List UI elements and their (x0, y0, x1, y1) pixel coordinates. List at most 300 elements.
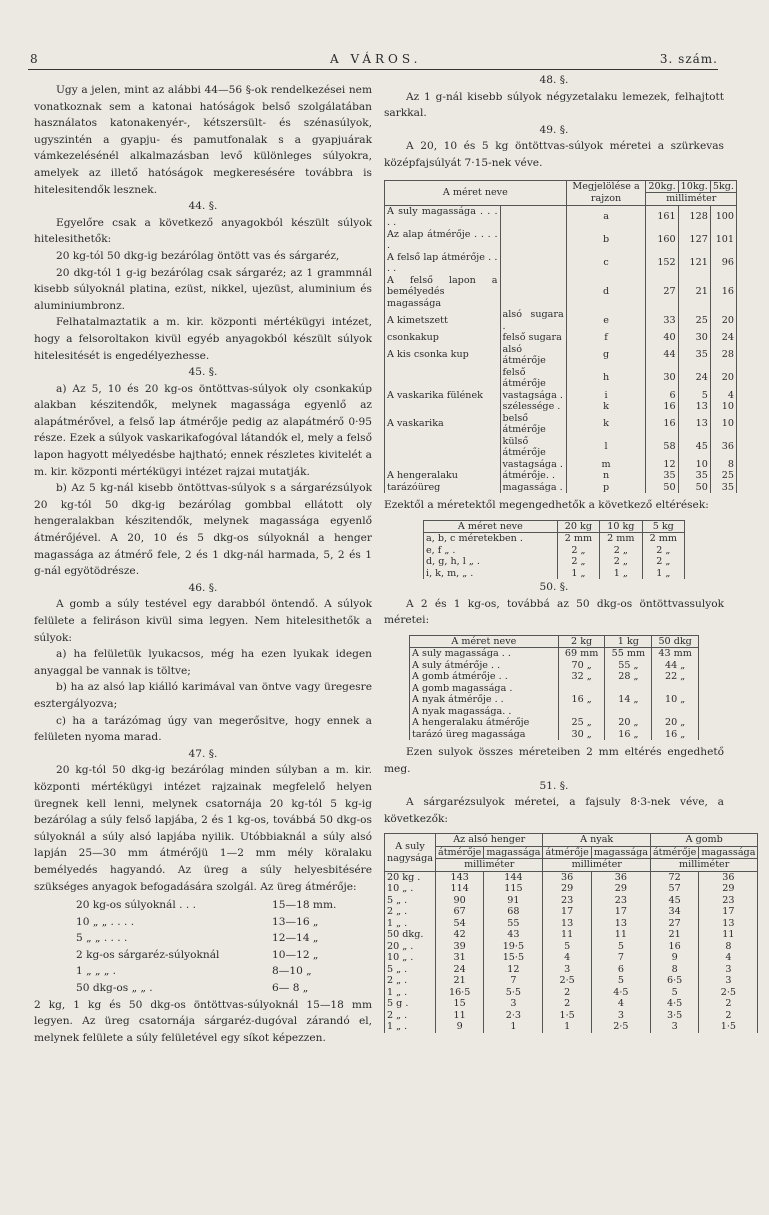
table-header: milliméter (435, 859, 542, 872)
table-cell: 57 (650, 883, 698, 895)
table-row (385, 275, 737, 310)
section-45-title: 45. §. (188, 366, 218, 379)
table-cell: 1 „ (642, 568, 684, 580)
table-cell: A hengeralaku (385, 470, 501, 482)
table-cell: 3 (650, 1021, 698, 1033)
table-cell: 40 (646, 332, 678, 344)
table-cell: 100 (710, 205, 736, 229)
table-cell: 29 (543, 883, 591, 895)
table-header: milliméter (543, 859, 650, 872)
table-cell: 4 (591, 998, 650, 1010)
table-cell: 152 (646, 252, 678, 275)
paragraph: 20 dkg-tól 1 g-ig bezárólag csak sárgaréz; az 1 grammnál kisebb súlyoknál platina, ezüst, nikkel, ujezüst, aluminium és aluminiumbronz. (34, 266, 372, 312)
table-row (410, 671, 699, 683)
table-cell: 23 (699, 895, 758, 907)
list-item: 10 „ „ . . . . 13—16 „ (76, 915, 319, 928)
table-cell: 32 „ (558, 671, 605, 683)
table-cell (500, 275, 566, 310)
table-cell: 1 (543, 1021, 591, 1033)
table-cell: 2 „ . (385, 906, 436, 918)
table-cell: 16 „ (652, 729, 699, 741)
paragraph: Ezektől a méretektől megengedhetők a következő eltérések: (384, 499, 709, 512)
table-cell: 20 „ . (385, 941, 436, 953)
table-cell: A kimetszett (385, 309, 501, 332)
table-cell: 20 kg . (385, 871, 436, 883)
cavity-diameter-list (34, 897, 372, 997)
table-cell: 58 (646, 436, 678, 459)
table-cell: 1 „ . (385, 987, 436, 999)
table-body (385, 205, 737, 493)
table-row (385, 252, 737, 275)
table-cell: átmérője. . (500, 470, 566, 482)
table-cell: 5·5 (484, 987, 543, 999)
table-cell: 24 (435, 964, 483, 976)
table-row (385, 390, 737, 402)
table-cell: 43 mm (652, 648, 699, 660)
table-row (385, 470, 737, 482)
section-48-title: 48. §. (539, 74, 569, 86)
table-cell: 10 „ . (385, 883, 436, 895)
table-cell: k (566, 401, 646, 413)
table-cell: n (566, 470, 646, 482)
table-cell: 20 „ (652, 717, 699, 729)
table-cell: 10 (710, 401, 736, 413)
list-item: 50 dkg-os „ „ . 6— 8 „ (76, 982, 309, 995)
table-cell: 160 (646, 229, 678, 252)
table-cell: 16 „ (605, 729, 652, 741)
table-cell: 55 mm (605, 648, 652, 660)
table-cell: 5 g . (385, 998, 436, 1010)
table-row (385, 941, 758, 953)
table-cell (652, 706, 699, 718)
list-item: 20 kg-os súlyoknál . . . 15—18 mm. (76, 899, 337, 912)
table-cell: 2·5 (591, 1021, 650, 1033)
paragraph: A 2 és 1 kg-os, továbbá az 50 dkg-os öntöttvassulyok méretei: (384, 597, 724, 627)
table-cell: 13 (543, 918, 591, 930)
paragraph: a) ha felületük lyukacsos, még ha ezen lyukak idegen anyaggal be vannak is töltve; (34, 648, 372, 677)
table-cell: 2 „ (557, 545, 599, 557)
table-header: A gomb (650, 834, 757, 847)
table-cell: 12 (484, 964, 543, 976)
table-cell: 72 (650, 871, 698, 883)
table-cell (605, 706, 652, 718)
table-cell: A nyak átmérője . . (410, 694, 559, 706)
table-cell (385, 459, 501, 471)
table-cell: 5 (591, 941, 650, 953)
table-cell: 17 (591, 906, 650, 918)
table-cell: felső sugara (500, 332, 566, 344)
table-cell: 8 (699, 941, 758, 953)
table-cell: 9 (650, 952, 698, 964)
paragraph: Egyelőre csak a következő anyagokból készült súlyok hitelesithetők: (34, 216, 372, 246)
table-row (385, 1010, 758, 1022)
paragraph: A sárgarézsulyok méretei, a fajsuly 8·3-nek véve, a következők: (384, 796, 724, 825)
table-cell: 21 (650, 929, 698, 941)
section-51-title: 51. §. (539, 779, 569, 792)
table-cell: 36 (699, 871, 758, 883)
table-cell: 13 (678, 413, 710, 436)
table-cell: e (566, 309, 646, 332)
section-49-title: 49. §. (539, 123, 569, 136)
table-row (385, 229, 737, 252)
table-cell: 20 (710, 367, 736, 390)
table-cell: vastagsága . (500, 459, 566, 471)
table-cell: 1·5 (543, 1010, 591, 1022)
table-cell: A vaskarika fülének (385, 390, 501, 402)
table-cell: 16·5 (435, 987, 483, 999)
table-body (410, 648, 699, 741)
table-cell: 11 (543, 929, 591, 941)
table-cell: 35 (678, 344, 710, 367)
paragraph: 2 kg, 1 kg és 50 dkg-os öntöttvas-súlyoknál 15—18 mm legyen. Az üreg csatornája sárgaréz-dugóval zárandó el, melynek felülete a súly felületével egy síkot képezzen. (34, 998, 372, 1044)
table-cell: p (566, 482, 646, 494)
small-cast-iron-table (409, 635, 699, 741)
table-header: A suly nagysága (385, 834, 436, 872)
table-body (424, 533, 685, 580)
table-cell: 121 (678, 252, 710, 275)
table-cell: 6 (591, 964, 650, 976)
table-cell: 2 (543, 998, 591, 1010)
table-header: 1 kg (605, 635, 652, 648)
table-cell: f (566, 332, 646, 344)
table-cell: tarázó üreg magassága (410, 729, 559, 741)
table-cell: Az alap átmérője . . . . . (385, 229, 501, 252)
table-cell (385, 436, 501, 459)
paragraph: a) Az 5, 10 és 20 kg-os öntöttvas-súlyok oly csonkakúp alakban készitendők, melynek magassága egyenlő az alapátmérővel, a felső lap átmérője pedig az alapátmérő 0·95 része. Ezek a súlyok vaskarikafogóval látandók el, mely a felső lapon hagyott mélyedésbe hajtható; ennek részletes kivitelét a m. kir. központi mértékügyi intézet rajzai mutatják. (34, 382, 372, 478)
table-row (385, 871, 758, 883)
table-cell: i, k, m, „ . (424, 568, 558, 580)
table-cell: 7 (591, 952, 650, 964)
table-cell: 3·5 (650, 1010, 698, 1022)
intro-paragraph: Ugy a jelen, mint az alábbi 44—56 §-ok rendelkezései nem vonatkoznak sem a katonai hatóságok belső szolgálatában használatos katonakenyér-, kétszersült- és szénasúlyok, ugyszintén a gyapju- és pamutfonalak s a gyapjuárak vámkezelésénél alkalmazásban levő különleges súlyokra, amelyek az illető hatóságok megkeresésére továbbra is hitelesitendők lesznek. (34, 84, 372, 196)
table-cell: 1 (484, 1021, 543, 1033)
table-cell: 28 (710, 344, 736, 367)
table-cell (558, 683, 605, 695)
table-row (385, 883, 758, 895)
table-cell: 2 (699, 1010, 758, 1022)
table-header: 2 kg (558, 635, 605, 648)
table-cell: 3 (699, 975, 758, 987)
table-cell: 3 (699, 964, 758, 976)
table-cell: c (566, 252, 646, 275)
table-row (385, 952, 758, 964)
table-cell: 54 (435, 918, 483, 930)
table-cell: 4 (710, 390, 736, 402)
table-cell: A vaskarika (385, 413, 501, 436)
table-header: Az alsó henger (435, 834, 542, 847)
table-cell (558, 706, 605, 718)
table-cell: 4·5 (591, 987, 650, 999)
table-row (385, 309, 737, 332)
table-cell: 3 (543, 964, 591, 976)
table-cell: A hengeralaku átmérője (410, 717, 559, 729)
table-cell: A nyak magassága. . (410, 706, 559, 718)
table-cell: 2 „ (642, 545, 684, 557)
table-cell: 2 „ . (385, 975, 436, 987)
table-cell: 44 „ (652, 660, 699, 672)
paragraph: Ezen sulyok összes méreteiben 2 mm eltérés engedhető meg. (384, 746, 724, 776)
table-row (385, 344, 737, 367)
table-cell: 35 (678, 470, 710, 482)
table-cell: g (566, 344, 646, 367)
table-cell: 16 (646, 413, 678, 436)
table-cell (500, 205, 566, 229)
table-cell: 19·5 (484, 941, 543, 953)
section-47-title: 47. §. (188, 747, 218, 760)
table-header: 10kg. (678, 180, 710, 193)
table-cell: 24 (710, 332, 736, 344)
table-cell: 67 (435, 906, 483, 918)
table-row (385, 401, 737, 413)
table-cell: h (566, 367, 646, 390)
table-cell: A suly magassága . . . . . (385, 205, 501, 229)
table-cell: 15·5 (484, 952, 543, 964)
table-cell: 1 „ . (385, 918, 436, 930)
table-header: milliméter (646, 193, 737, 206)
table-cell: A suly magassága . . (410, 648, 559, 660)
table-cell: 10 (678, 459, 710, 471)
table-cell: 91 (484, 895, 543, 907)
table-cell: a, b, c méretekben . (424, 533, 558, 545)
table-cell: 2 (543, 987, 591, 999)
table-cell: 30 (646, 367, 678, 390)
table-cell: 69 mm (558, 648, 605, 660)
table-cell: 36 (591, 871, 650, 883)
table-cell: 70 „ (558, 660, 605, 672)
section-50-title: 50. §. (539, 581, 569, 594)
table-cell (385, 401, 501, 413)
table-header: A nyak (543, 834, 650, 847)
table-cell: 16 (646, 401, 678, 413)
table-cell: 2 mm (600, 533, 642, 545)
table-cell: A gomb magassága . (410, 683, 559, 695)
table-cell: 16 „ (558, 694, 605, 706)
table-cell: 1·5 (699, 1021, 758, 1033)
table-row (424, 556, 685, 568)
paragraph: A gomb a súly testével egy darabból öntendő. A súlyok felülete a feliráson kivül sima legyen. Nem hitelesithetők a súlyok: (34, 598, 372, 644)
table-cell: 2 „ (642, 556, 684, 568)
table-cell: külső átmérője (500, 436, 566, 459)
table-cell: 6 (646, 390, 678, 402)
table-cell: l (566, 436, 646, 459)
table-cell: 10 „ . (385, 952, 436, 964)
table-cell: 1 „ (557, 568, 599, 580)
table-row (410, 660, 699, 672)
table-cell: 2 „ (557, 556, 599, 568)
table-cell: 2·3 (484, 1010, 543, 1022)
table-header: 20 kg (557, 520, 599, 533)
table-cell: 25 (678, 309, 710, 332)
table-header: 20kg. (646, 180, 678, 193)
table-cell: 43 (484, 929, 543, 941)
table-row (385, 918, 758, 930)
table-cell: 16 (710, 275, 736, 310)
table-cell (500, 252, 566, 275)
table-cell: d, g, h, l „ . (424, 556, 558, 568)
table-cell: 36 (710, 436, 736, 459)
table-cell: 34 (650, 906, 698, 918)
table-cell: 50 (678, 482, 710, 494)
table-cell: 27 (646, 275, 678, 310)
table-cell: 23 (543, 895, 591, 907)
table-cell: 29 (699, 883, 758, 895)
table-header: 5kg. (710, 180, 736, 193)
table-cell: 8 (650, 964, 698, 976)
table-cell: csonkakup (385, 332, 501, 344)
table-cell (385, 367, 501, 390)
table-cell (652, 683, 699, 695)
paragraph: Az 1 g-nál kisebb súlyok négyzetalaku lemezek, felhajtott sarkkal. (384, 90, 724, 120)
table-cell: 2·5 (699, 987, 758, 999)
table-cell: 27 (650, 918, 698, 930)
table-cell: 10 (710, 413, 736, 436)
table-cell: 11 (435, 1010, 483, 1022)
table-row (385, 895, 758, 907)
paragraph: c) ha a tarázómag úgy van megerősitve, hogy ennek a felületen nyoma marad. (34, 714, 372, 744)
table-header: magassága (699, 846, 758, 859)
table-cell: 30 (678, 332, 710, 344)
table-cell: 22 „ (652, 671, 699, 683)
table-cell: 2 mm (642, 533, 684, 545)
table-cell: 30 „ (558, 729, 605, 741)
table-cell: 2·5 (543, 975, 591, 987)
table-cell: 21 (435, 975, 483, 987)
table-cell: 3 (591, 1010, 650, 1022)
table-row (385, 482, 737, 494)
table-cell: A kis csonka kup (385, 344, 501, 367)
table-cell: 5 „ . (385, 895, 436, 907)
table-header: átmérője (650, 846, 698, 859)
table-cell: felső átmérője (500, 367, 566, 390)
table-cell: i (566, 390, 646, 402)
table-cell: 2 „ (600, 556, 642, 568)
table-row (385, 1021, 758, 1033)
table-cell: 1 „ (600, 568, 642, 580)
issue-number: 3. szám. (659, 52, 718, 66)
table-cell: tarázóüreg (385, 482, 501, 494)
table-cell: 96 (710, 252, 736, 275)
table-header: magassága (591, 846, 650, 859)
table-cell: 14 „ (605, 694, 652, 706)
table-cell: 31 (435, 952, 483, 964)
table-cell: 3 (484, 998, 543, 1010)
table-cell: vastagsága . (500, 390, 566, 402)
table-row (385, 964, 758, 976)
table-cell: 16 (650, 941, 698, 953)
table-cell: 13 (699, 918, 758, 930)
table-body (385, 871, 758, 1033)
table-cell: 35 (710, 482, 736, 494)
table-cell: 11 (699, 929, 758, 941)
table-row (410, 717, 699, 729)
table-row (385, 998, 758, 1010)
table-cell (605, 683, 652, 695)
table-header: A méret neve (410, 635, 559, 648)
table-cell: 6·5 (650, 975, 698, 987)
table-cell: 20 „ (605, 717, 652, 729)
table-row (410, 694, 699, 706)
table-cell: 4·5 (650, 998, 698, 1010)
page-number: 8 (30, 52, 39, 66)
table-header: Megjelölése a rajzon (566, 180, 646, 205)
table-cell (500, 229, 566, 252)
table-cell: 11 (591, 929, 650, 941)
table-row (385, 459, 737, 471)
table-cell: 5 (591, 975, 650, 987)
table-cell: 13 (678, 401, 710, 413)
table-header: átmérője (435, 846, 483, 859)
table-cell: belső átmérője (500, 413, 566, 436)
table-row (385, 413, 737, 436)
table-cell: 29 (591, 883, 650, 895)
table-cell: 55 „ (605, 660, 652, 672)
table-row (385, 975, 758, 987)
table-cell: k (566, 413, 646, 436)
table-cell: alsó átmérője (500, 344, 566, 367)
table-cell: 2 (699, 998, 758, 1010)
tolerance-table (423, 520, 685, 580)
table-cell: A felső lapon a bemélyedés magassága (385, 275, 501, 310)
table-cell: alsó sugara . (500, 309, 566, 332)
table-cell: 36 (543, 871, 591, 883)
table-cell: 68 (484, 906, 543, 918)
table-cell: 44 (646, 344, 678, 367)
table-cell: 2 mm (557, 533, 599, 545)
table-cell: A felső lap átmérője . . . . (385, 252, 501, 275)
table-cell: 17 (543, 906, 591, 918)
table-cell: 5 „ . (385, 964, 436, 976)
table-cell: e, f „ . (424, 545, 558, 557)
table-row (410, 729, 699, 741)
table-cell: 10 „ (652, 694, 699, 706)
table-header: A méret neve (424, 520, 558, 533)
table-row (424, 545, 685, 557)
table-cell: 50 dkg. (385, 929, 436, 941)
table-row (424, 568, 685, 580)
paragraph: 20 kg-tól 50 dkg-ig bezárólag öntött vas és sárgaréz, (56, 249, 340, 262)
table-cell: 2 „ . (385, 1010, 436, 1022)
paragraph: b) Az 5 kg-nál kisebb öntöttvas-súlyok s a sárgarézsúlyok 20 kg-tól 50 dkg-ig bezárólag gombbal ellátott oly hengeralakban készitendők, melynek magassága egyenlő átmérőjével. A 20, 10 és 5 dkg-os súlyoknál a henger magassága az átmérő fele, 2 és 1 dkg-nál harmada, 5, 2 és 1 g-nál egyötödrésze. (34, 482, 372, 578)
table-cell: 45 (678, 436, 710, 459)
table-cell: 13 (591, 918, 650, 930)
table-cell: 5 (650, 987, 698, 999)
table-cell: 23 (591, 895, 650, 907)
table-cell: szélessége . (500, 401, 566, 413)
table-header: 50 dkg (652, 635, 699, 648)
table-cell: 90 (435, 895, 483, 907)
table-cell: 114 (435, 883, 483, 895)
table-cell: 45 (650, 895, 698, 907)
table-cell: 4 (699, 952, 758, 964)
table-cell: magassága . (500, 482, 566, 494)
paragraph: b) ha az alsó lap kiálló karimával van öntve vagy üregesre esztergályozva; (34, 681, 372, 710)
table-cell: A gomb átmérője . . (410, 671, 559, 683)
table-row (410, 683, 699, 695)
table-header: 10 kg (600, 520, 642, 533)
table-cell: A suly átmérője . . (410, 660, 559, 672)
table-cell: 1 „ . (385, 1021, 436, 1033)
paragraph: Felhatalmaztatik a m. kir. központi mértékügyi intézet, hogy a felsoroltakon kivül egyéb anyagokból készült súlyok hitelesitését is engedélyezhesse. (34, 316, 372, 362)
table-cell: 5 (543, 941, 591, 953)
table-cell: 8 (710, 459, 736, 471)
table-cell: d (566, 275, 646, 310)
table-cell: 9 (435, 1021, 483, 1033)
table-cell: m (566, 459, 646, 471)
table-cell: a (566, 205, 646, 229)
table-row (424, 533, 685, 545)
table-cell: 127 (678, 229, 710, 252)
table-cell: 5 (678, 390, 710, 402)
